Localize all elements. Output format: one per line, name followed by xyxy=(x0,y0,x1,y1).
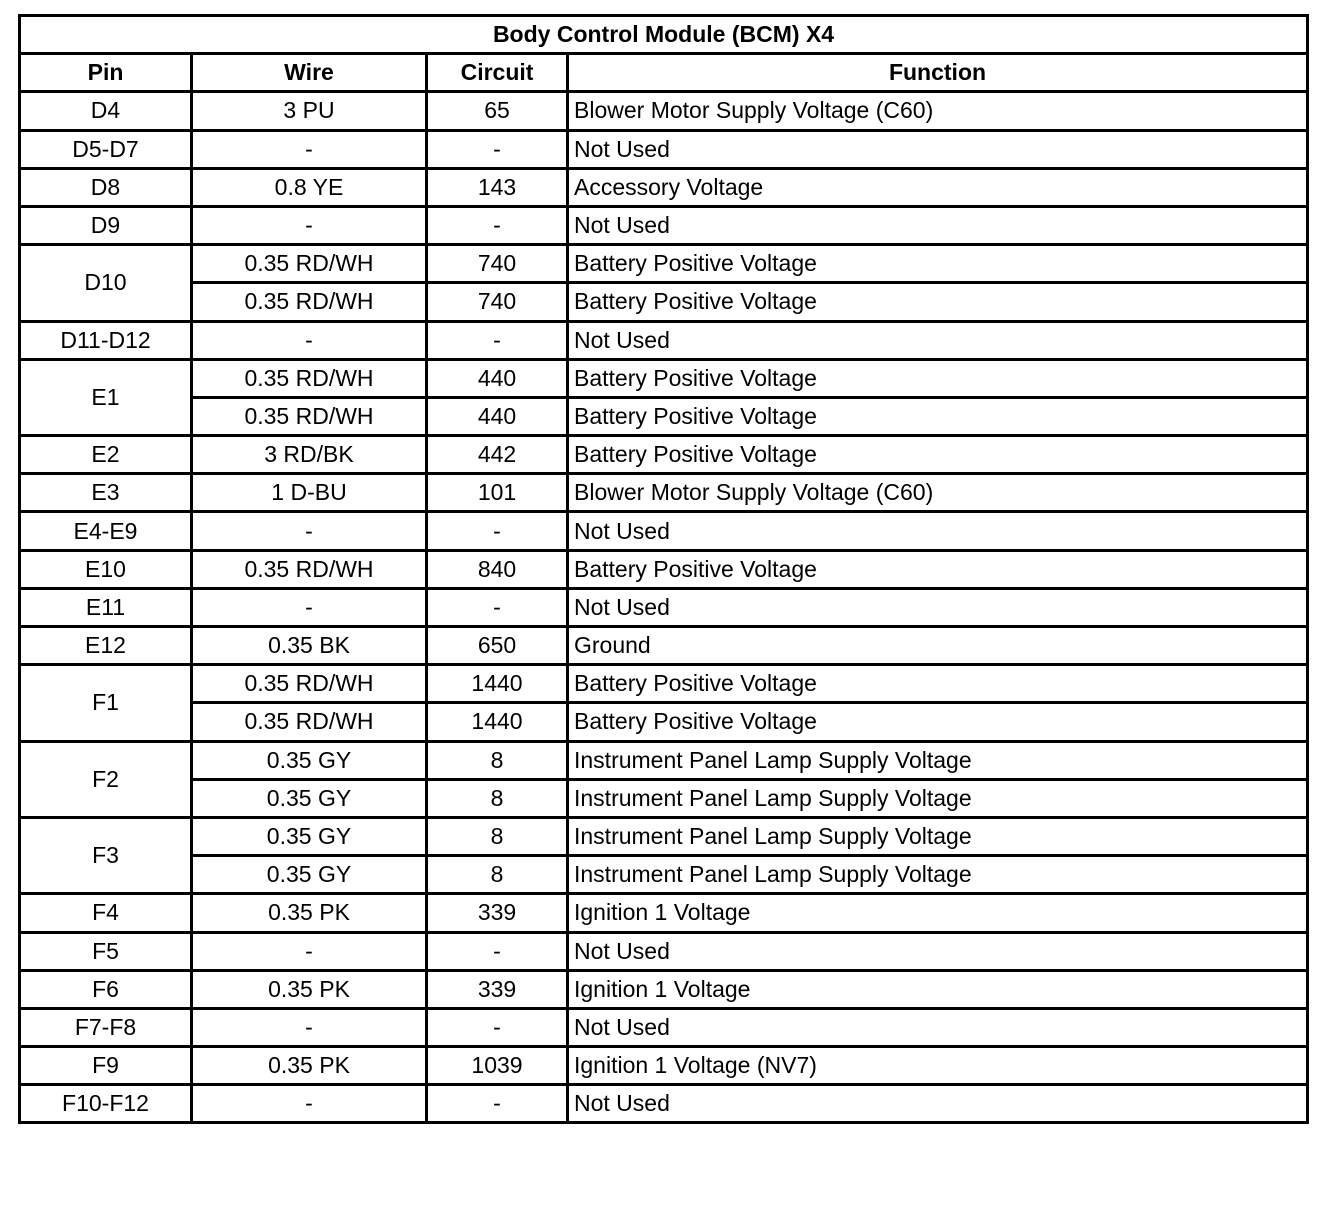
circuit-cell: - xyxy=(427,321,568,359)
pin-cell: F5 xyxy=(20,932,192,970)
table-row xyxy=(20,856,1308,894)
pin-cell: E2 xyxy=(20,436,192,474)
function-cell: Blower Motor Supply Voltage (C60) xyxy=(568,92,1308,130)
circuit-cell: 339 xyxy=(427,894,568,932)
table-row xyxy=(20,817,1308,855)
pin-cell: F7-F8 xyxy=(20,1008,192,1046)
header-circuit: Circuit xyxy=(427,54,568,92)
pin-cell: D5-D7 xyxy=(20,130,192,168)
table-row xyxy=(20,245,1308,283)
wire-cell: 0.35 RD/WH xyxy=(192,665,427,703)
bcm-x4-connector-table xyxy=(18,14,1309,1124)
wire-cell: 3 RD/BK xyxy=(192,436,427,474)
wire-cell: 0.35 RD/WH xyxy=(192,359,427,397)
circuit-cell: 143 xyxy=(427,168,568,206)
pin-cell: D8 xyxy=(20,168,192,206)
pin-cell: D9 xyxy=(20,206,192,244)
wire-cell: - xyxy=(192,1085,427,1123)
circuit-cell: 8 xyxy=(427,856,568,894)
title-row xyxy=(20,16,1308,54)
pin-cell: E4-E9 xyxy=(20,512,192,550)
circuit-cell: - xyxy=(427,588,568,626)
pin-cell: F6 xyxy=(20,970,192,1008)
pin-cell: E10 xyxy=(20,550,192,588)
table-row xyxy=(20,206,1308,244)
pin-cell: E11 xyxy=(20,588,192,626)
header-pin: Pin xyxy=(20,54,192,92)
circuit-cell: 65 xyxy=(427,92,568,130)
pin-cell: E3 xyxy=(20,474,192,512)
table-title: Body Control Module (BCM) X4 xyxy=(20,16,1308,54)
circuit-cell: 8 xyxy=(427,779,568,817)
function-cell: Battery Positive Voltage xyxy=(568,397,1308,435)
wire-cell: 0.35 GY xyxy=(192,741,427,779)
table-row xyxy=(20,474,1308,512)
wire-cell: 0.35 RD/WH xyxy=(192,550,427,588)
table-row xyxy=(20,627,1308,665)
wire-cell: - xyxy=(192,206,427,244)
table-row xyxy=(20,397,1308,435)
wire-cell: - xyxy=(192,321,427,359)
pin-cell: F1 xyxy=(20,665,192,741)
function-cell: Not Used xyxy=(568,512,1308,550)
function-cell: Not Used xyxy=(568,1085,1308,1123)
table-row xyxy=(20,894,1308,932)
wire-cell: 0.35 PK xyxy=(192,1047,427,1085)
circuit-cell: 8 xyxy=(427,817,568,855)
circuit-cell: 101 xyxy=(427,474,568,512)
table-row xyxy=(20,779,1308,817)
table-row xyxy=(20,1008,1308,1046)
function-cell: Not Used xyxy=(568,321,1308,359)
wire-cell: - xyxy=(192,1008,427,1046)
circuit-cell: - xyxy=(427,130,568,168)
table-row xyxy=(20,321,1308,359)
circuit-cell: - xyxy=(427,206,568,244)
function-cell: Blower Motor Supply Voltage (C60) xyxy=(568,474,1308,512)
circuit-cell: 440 xyxy=(427,397,568,435)
wire-cell: 0.35 RD/WH xyxy=(192,397,427,435)
wire-cell: 0.35 PK xyxy=(192,894,427,932)
circuit-cell: 1440 xyxy=(427,665,568,703)
pin-cell: F2 xyxy=(20,741,192,817)
wire-cell: 3 PU xyxy=(192,92,427,130)
circuit-cell: 339 xyxy=(427,970,568,1008)
function-cell: Accessory Voltage xyxy=(568,168,1308,206)
function-cell: Instrument Panel Lamp Supply Voltage xyxy=(568,817,1308,855)
circuit-cell: 1039 xyxy=(427,1047,568,1085)
wire-cell: 0.35 GY xyxy=(192,779,427,817)
function-cell: Battery Positive Voltage xyxy=(568,359,1308,397)
function-cell: Ignition 1 Voltage xyxy=(568,970,1308,1008)
circuit-cell: 440 xyxy=(427,359,568,397)
function-cell: Ignition 1 Voltage xyxy=(568,894,1308,932)
function-cell: Instrument Panel Lamp Supply Voltage xyxy=(568,741,1308,779)
wire-cell: 0.35 RD/WH xyxy=(192,703,427,741)
wire-cell: 1 D-BU xyxy=(192,474,427,512)
table-row xyxy=(20,932,1308,970)
pin-cell: D4 xyxy=(20,92,192,130)
circuit-cell: - xyxy=(427,1008,568,1046)
wire-cell: 0.35 RD/WH xyxy=(192,245,427,283)
function-cell: Not Used xyxy=(568,932,1308,970)
wire-cell: 0.8 YE xyxy=(192,168,427,206)
function-cell: Ignition 1 Voltage (NV7) xyxy=(568,1047,1308,1085)
circuit-cell: 740 xyxy=(427,245,568,283)
function-cell: Battery Positive Voltage xyxy=(568,703,1308,741)
pin-cell: E12 xyxy=(20,627,192,665)
wire-cell: 0.35 BK xyxy=(192,627,427,665)
table-row xyxy=(20,741,1308,779)
table-row xyxy=(20,588,1308,626)
wire-cell: - xyxy=(192,512,427,550)
table-row xyxy=(20,130,1308,168)
function-cell: Battery Positive Voltage xyxy=(568,665,1308,703)
function-cell: Not Used xyxy=(568,206,1308,244)
table-row xyxy=(20,550,1308,588)
circuit-cell: 740 xyxy=(427,283,568,321)
wire-cell: 0.35 GY xyxy=(192,856,427,894)
pin-cell: F10-F12 xyxy=(20,1085,192,1123)
table-row xyxy=(20,703,1308,741)
wire-cell: - xyxy=(192,588,427,626)
function-cell: Battery Positive Voltage xyxy=(568,245,1308,283)
circuit-cell: 1440 xyxy=(427,703,568,741)
function-cell: Ground xyxy=(568,627,1308,665)
table-row xyxy=(20,1085,1308,1123)
function-cell: Instrument Panel Lamp Supply Voltage xyxy=(568,856,1308,894)
circuit-cell: 8 xyxy=(427,741,568,779)
circuit-cell: - xyxy=(427,512,568,550)
table-row xyxy=(20,512,1308,550)
table-row xyxy=(20,436,1308,474)
function-cell: Instrument Panel Lamp Supply Voltage xyxy=(568,779,1308,817)
circuit-cell: 840 xyxy=(427,550,568,588)
circuit-cell: - xyxy=(427,1085,568,1123)
header-wire: Wire xyxy=(192,54,427,92)
wire-cell: - xyxy=(192,932,427,970)
function-cell: Battery Positive Voltage xyxy=(568,550,1308,588)
table-row xyxy=(20,92,1308,130)
function-cell: Battery Positive Voltage xyxy=(568,436,1308,474)
function-cell: Not Used xyxy=(568,130,1308,168)
wire-cell: 0.35 GY xyxy=(192,817,427,855)
circuit-cell: 442 xyxy=(427,436,568,474)
wire-cell: 0.35 RD/WH xyxy=(192,283,427,321)
pin-cell: D10 xyxy=(20,245,192,321)
circuit-cell: - xyxy=(427,932,568,970)
pin-cell: F3 xyxy=(20,817,192,893)
pin-cell: F9 xyxy=(20,1047,192,1085)
function-cell: Battery Positive Voltage xyxy=(568,283,1308,321)
table-row xyxy=(20,168,1308,206)
table-row xyxy=(20,665,1308,703)
table-row xyxy=(20,970,1308,1008)
table-body xyxy=(20,92,1308,1123)
function-cell: Not Used xyxy=(568,1008,1308,1046)
header-row xyxy=(20,54,1308,92)
wire-cell: - xyxy=(192,130,427,168)
function-cell: Not Used xyxy=(568,588,1308,626)
pin-cell: E1 xyxy=(20,359,192,435)
wire-cell: 0.35 PK xyxy=(192,970,427,1008)
table-row xyxy=(20,359,1308,397)
pin-cell: D11-D12 xyxy=(20,321,192,359)
pin-cell: F4 xyxy=(20,894,192,932)
table-row xyxy=(20,1047,1308,1085)
table-row xyxy=(20,283,1308,321)
header-function: Function xyxy=(568,54,1308,92)
circuit-cell: 650 xyxy=(427,627,568,665)
